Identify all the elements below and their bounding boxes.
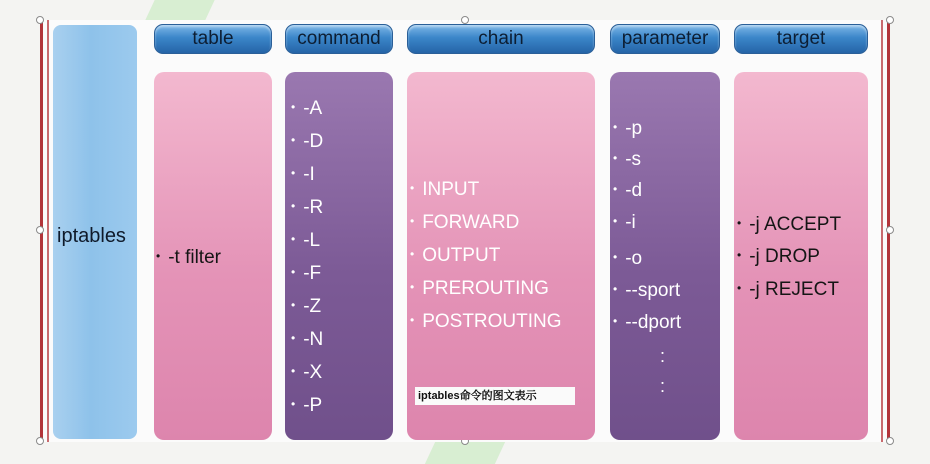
parameter-item: • -i xyxy=(613,212,636,233)
resize-handle-top-center[interactable] xyxy=(461,16,469,24)
target-item: • -j ACCEPT xyxy=(737,214,842,235)
bullet-icon: • xyxy=(291,100,296,114)
chain-item: • INPUT xyxy=(410,179,480,200)
bullet-icon: • xyxy=(613,250,618,264)
command-item: • -X xyxy=(291,362,323,383)
resize-handle-top-left[interactable] xyxy=(36,16,44,24)
bullet-icon: • xyxy=(291,199,296,213)
table-item: • -t filter xyxy=(156,247,221,268)
command-item: • -L xyxy=(291,230,321,251)
bullet-icon: • xyxy=(410,214,415,228)
command-item: • -F xyxy=(291,263,322,284)
parameter-item: • -d xyxy=(613,180,643,201)
command-item: • -I xyxy=(291,164,315,185)
root-label: iptables xyxy=(57,225,126,247)
bullet-icon: • xyxy=(291,331,296,345)
bullet-icon: • xyxy=(613,214,618,228)
parameter-ellipsis: : xyxy=(660,376,666,396)
resize-handle-top-right[interactable] xyxy=(886,16,894,24)
command-item: • -D xyxy=(291,131,324,152)
command-panel xyxy=(285,72,393,440)
bullet-icon: • xyxy=(737,281,742,295)
command-item: • -R xyxy=(291,197,324,218)
bullet-icon: • xyxy=(410,181,415,195)
bullet-icon: • xyxy=(737,216,742,230)
command-item: • -N xyxy=(291,329,324,350)
chain-item: • PREROUTING xyxy=(410,278,549,299)
bullet-icon: • xyxy=(410,247,415,261)
bullet-icon: • xyxy=(291,397,296,411)
bullet-icon: • xyxy=(291,232,296,246)
header-table: table xyxy=(154,24,272,54)
header-parameter: parameter xyxy=(610,24,720,54)
bullet-icon: • xyxy=(613,282,618,296)
resize-handle-bottom-right[interactable] xyxy=(886,437,894,445)
command-item: • -P xyxy=(291,395,323,416)
diagram-caption: iptables命令的图文表示 xyxy=(415,387,575,405)
bullet-icon: • xyxy=(291,364,296,378)
bullet-icon: • xyxy=(291,298,296,312)
parameter-item: • -o xyxy=(613,248,643,269)
chain-item: • POSTROUTING xyxy=(410,311,562,332)
bullet-icon: • xyxy=(613,151,618,165)
bullet-icon: • xyxy=(156,249,161,263)
bullet-icon: • xyxy=(613,120,618,134)
parameter-item: • -p xyxy=(613,118,643,139)
bullet-icon: • xyxy=(291,265,296,279)
resize-handle-bottom-left[interactable] xyxy=(36,437,44,445)
target-item: • -j REJECT xyxy=(737,279,839,300)
header-chain: chain xyxy=(407,24,595,54)
command-item: • -Z xyxy=(291,296,322,317)
bullet-icon: • xyxy=(613,314,618,328)
resize-handle-middle-right[interactable] xyxy=(886,226,894,234)
background-decoration xyxy=(145,0,214,20)
bullet-icon: • xyxy=(410,280,415,294)
chain-item: • FORWARD xyxy=(410,212,520,233)
target-item: • -j DROP xyxy=(737,246,820,267)
bullet-icon: • xyxy=(410,313,415,327)
command-item: • -A xyxy=(291,98,323,119)
root-column xyxy=(53,25,137,439)
header-target: target xyxy=(734,24,868,54)
bullet-icon: • xyxy=(737,248,742,262)
bullet-icon: • xyxy=(291,133,296,147)
background-decoration xyxy=(425,442,505,464)
resize-handle-middle-left[interactable] xyxy=(36,226,44,234)
chain-item: • OUTPUT xyxy=(410,245,501,266)
bullet-icon: • xyxy=(613,182,618,196)
parameter-item: • -s xyxy=(613,149,642,170)
parameter-item: • --sport xyxy=(613,280,681,301)
header-command: command xyxy=(285,24,393,54)
parameter-item: • --dport xyxy=(613,312,682,333)
parameter-ellipsis: : xyxy=(660,346,666,366)
bullet-icon: • xyxy=(291,166,296,180)
